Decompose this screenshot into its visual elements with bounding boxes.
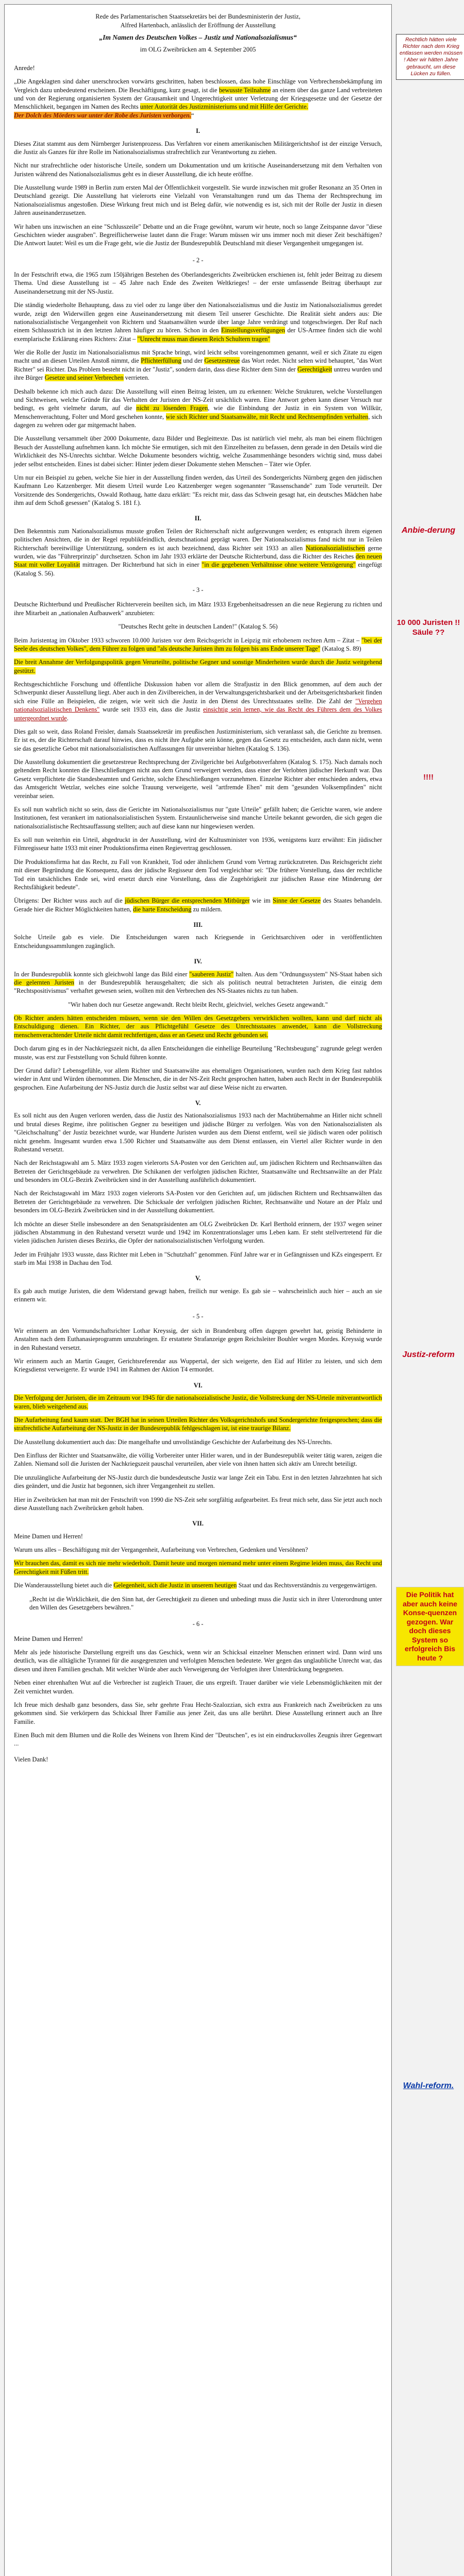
- document-header: [14, 12, 382, 54]
- paragraph: Der Grund dafür? Lebensgefühle, vor allem Richter und Staatsanwälte aus ehemaligen Organisationen, wurden nach dem Krieg fast nahtlos wieder in Amt und Würden übernommen. Die Menschen, die in der NS-Zeit Recht gesprochen hatten, haben auch Recht in der Bundesrepublik gesprochen. Eine Aufarbeitung der NS-Justiz durch die Justiz selbst war auf diese Weise nicht zu erwarten.: [14, 1066, 382, 1091]
- section-II: II.: [194, 515, 202, 522]
- event-date: im OLG Zweibrücken am 4. September 2005: [140, 45, 256, 53]
- margin-note-box: Rechtlich hätten viele Richter nach dem Krieg entlassen werden müssen ! Aber wir hätten Jahre gebraucht, um diese Lücken zu füllen.: [396, 34, 464, 80]
- paragraph: Die Aufarbeitung fand kaum statt. Der BGH hat in seinen Urteilen Richter des Volksgerichtshofs und Sondergerichte freigesprochen; dass die strafrechtliche Aufarbeitung der NS-Justiz in der Bundesrepublik fehlgeschlagen ist, ist eine traurige Bilanz.: [14, 1416, 382, 1432]
- paragraph: Die unzulängliche Aufarbeitung der NS-Justiz durch die bundesdeutsche Justiz war lange Zeit ein Tabu. Erst in den letzten Jahrzehnten hat sich dies geändert, und die Justiz hat begonnen, sich ihrer Vergangenheit zu stellen.: [14, 1473, 382, 1490]
- paragraph: Jeder im Frühjahr 1933 wusste, dass Richter mit Leben in "Schutzhaft" genommen. Fünf Jahre war er in Gefängnissen und KZs eingesperrt. Er starb im Mai 1938 in Dachau den Tod.: [14, 1250, 382, 1267]
- paragraph: Nach der Reichstagswahl am 5. März 1933 zogen vielerorts SA-Posten vor den Gerichten auf, um jüdischen Richtern und Rechtsanwälten das Betreten der Gerichtsgebäude zu verwehren. Die Schikanen der verfolgten jüdischen Richter, Staatsanwälte und Rechtsanwälte an der Pfalz und besonders im OLG-Bezirk Zweibrücken sind in der Ausstellung ausführlich dokumentiert.: [14, 1159, 382, 1184]
- page-number: - 2 -: [192, 256, 204, 264]
- paragraph: Den Einfluss der Richter und Staatsanwälte, die völlig Vorbereiter unter Hitler waren, und in der Bundesrepublik weiter tätig waren, zeigen die Zahlen. Niemand soll die Juristen der Nachkriegszeit pauschal verurteilen, aber viele von ihnen hatten sich aktiv am Unrecht beteiligt.: [14, 1452, 382, 1468]
- speech-document: [4, 4, 392, 2576]
- paragraph: Die ständig wiederholte Behauptung, dass zu viel oder zu lange über den Nationalsozialismus und die Justiz im Nationalsozialismus geredet wurde, zeigt den Widerwillen gegen eine Auseinandersetzung mit diesem Teil unserer Geschichte. Die Realität sieht anders aus: Die nationalsozialistische Vergangenheit von Richtern und Staatsanwälten wurde über lange Jahre verdrängt und totgeschwiegen. Der Ruf nach einem Schlussstrich ist in den letzten Jahren häufiger zu hören. Schon in den Einstellungsverfügungen der US-Armee finden sich die wohl exemplarische Erklärung eines Richters: Zitat – "Unrecht muss man diesem Reich Schultern tragen": [14, 301, 382, 343]
- opening-quote: „Die Angeklagten sind daher unerschrocken vorwärts geschritten, haben beschlossen, dass hohe Einschläge von Verbrechensbekämpfung im Vergleich dazu unbedeutend erscheinen. Die Beschäftigung, kurz gesagt, ist die bewusste Teilnahme an einem über das ganze Land verbreiteten und von der Regierung organisierten System der Grausamkeit und Ungerechtigkeit unter Verletzung der Kriegsgesetze und der Gesetze der Menschlichkeit, begangen im Namen des Rechts unter Autorität des Justizministeriums und mit Hilfe der Gerichte. Der Dolch des Mörders war unter der Robe des Juristen verborgen.“: [14, 78, 382, 119]
- quote: "Deutsches Recht gelte in deutschen Landen!" (Katalog S. 56): [118, 623, 278, 631]
- paragraph: Warum uns alles – Beschäftigung mit der Vergangenheit, Aufarbeitung von Verbrechen, Gedenken und Versöhnen?: [14, 1546, 308, 1554]
- paragraph: Solche Urteile gab es viele. Die Entscheidungen waren nach Kriegsende in Gerichtsarchiven oder in veröffentlichten Entscheidungssammlungen zugänglich.: [14, 934, 382, 950]
- paragraph: Beim Juristentag im Oktober 1933 schworen 10.000 Juristen vor dem Reichsgericht in Leipzig mit erhobenem rechten Arm – Zitat – "bei der Seele des deutschen Volkes", dem Führer zu folgen und "als deutsche Juristen ihm zu folgen bis ans Ende unserer Tage" (Katalog S. 89): [14, 636, 382, 652]
- paragraph: Nicht nur strafrechtliche oder historische Urteile, sondern um Dokumentation und um kritische Auseinandersetzung mit dem Verhalten von Juristen während des Nationalsozialismus geht es in dieser Ausstellung, die ich heute eröffne.: [14, 162, 382, 178]
- paragraph: Es soll nun weiterhin ein Urteil, abgedruckt in der Ausstellung, wird der Kultusminister von 1936, wenigstens kurz erwähnt: Ein jüdischer Filmregisseur hatte 1933 mit einer Produktionsfirma einen Regievertrag geschlossen.: [14, 836, 382, 852]
- paragraph: Die Produktionsfirma hat das Recht, zu Fall von Krankheit, Tod oder ähnlichem Grund vom Vertrag zurückzutreten. Das Reichsgericht zieht mit dieser Begründung die Konsequenz, dass der jüdische Regisseur dem Tod vergleichbar sei: "Die frühere Vorstellung, dass der rechtliche Tod ein tatsächliches Ende sei, wird ersetzt durch eine Vorstellung, dass die Zugehörigkeit zur jüdischen Rasse eine Minderung der Rechtsfähigkeit bedeute".: [14, 858, 382, 891]
- paragraph: Wir erinnern auch an Martin Gauger, Gerichtsreferendar aus Wuppertal, der sich weigerte, den Eid auf Hitler zu leisten, und sich dem Kriegsdienst verweigerte. Er wurde 1941 im Rahmen der Aktion T4 ermordet.: [14, 1358, 382, 1374]
- paragraph: Wir brauchen das, damit es sich nie mehr wiederholt. Damit heute und morgen niemand mehr unter einem Regime leiden muss, das Recht und Gerechtigkeit mit Füßen tritt.: [14, 1560, 382, 1575]
- margin-note-justizreform: Justiz-reform: [402, 1350, 455, 1359]
- paragraph: Um nur ein Beispiel zu geben, welche Sie hier in der Ausstellung finden werden, das Urteil des Sondergerichts Nürnberg gegen den jüdischen Kaufmann Leo Katzenberger. Mit diesem Urteil wurde Leo Katzenberger wegen sogenannter "Rassenschande" zum Tode verurteilt. Der Vorsitzende des Sondergerichts, Oswald Rothaug, hatte dazu erklärt: "Es reicht mir, dass das Schwein gesagt hat, ein deutsches Mädchen habe ihm auf dem Schoß gesessen" (Katalog S. 181 f.).: [14, 473, 382, 507]
- paragraph: Den Bekenntnis zum Nationalsozialismus musste großen Teilen der Richterschaft nicht aufgezwungen werden; es entsprach ihrem eigenen politischen Ansichten, die in der Regel republikfeindlich, deutschnational geprägt waren. Der Nationalsozialismus fand nicht nur in Teilen Richterschaft bereitwillige Unterstützung, sondern es ist auch bezeichnend, dass Richter seit 1933 an allen Nationalsozialistischen gerne wurden, wie das "Führerprinzip" durchsetzen. Schon im Jahr 1933 erklärte der Deutsche Richterbund, dass die Richter des Reiches den neuen Staat mit voller Loyalität mittragen. Der Richterbund hat sich in einer "in die gegebenen Verhältnisse ohne weitere Verzögerung" eingefügt (Katalog S. 56).: [14, 527, 383, 577]
- page-number: - 5 -: [192, 1312, 204, 1320]
- paragraph: Einen Buch mit dem Blumen und die Rolle des Weinens von Ihrem Kind der "Deutschen", es ist ein eindrucksvolles Zeugnis ihrer Gegenwart ...: [14, 1732, 382, 1748]
- paragraph: Meine Damen und Herren!: [14, 1635, 83, 1642]
- margin-note-wahlreform: Wahl-reform.: [403, 2081, 454, 2090]
- section-VI: VI.: [193, 1381, 203, 1389]
- section-V-b: V.: [195, 1275, 201, 1282]
- header-line-1: Rede des Parlamentarischen Staatssekretärs bei der Bundesministerin der Justiz,: [95, 13, 301, 20]
- paragraph: Mehr als jede historische Darstellung ergreift uns das Geschick, wenn wir an Schicksal einzelner Menschen erinnert wird. Dann wird uns deutlich, was die alltägliche Tyrannei für die ausgegrenzten und verfolgten Menschen bedeutete. Wer gegen das unglaubliche Unrecht war, das diesen und ihren Familien geschah. Mit welcher Würde aber auch Verweigerung der Verfolgten ihrer Unterdrückung begegneten.: [14, 1649, 382, 1673]
- quote: "Wir haben doch nur Gesetze angewandt. Recht bleibt Recht, gleichviel, welches Gesetz angewandt.": [68, 1001, 328, 1008]
- exhibition-title: „Im Namen des Deutschen Volkes – Justiz und Nationalsozialismus“: [99, 33, 297, 41]
- quote: „Recht ist die Wirklichkeit, die den Sinn hat, der Gerechtigkeit zu dienen und unbedingt muss die Justiz sich in ihrer Unterordnung unter den Willen des Gesetzgebers bewähren.": [29, 1595, 382, 1611]
- header-line-2: Alfred Hartenbach, anlässlich der Eröffnung der Ausstellung: [120, 22, 276, 29]
- paragraph: In der Bundesrepublik konnte sich gleichwohl lange das Bild einer "sauberen Justiz" halten. Aus dem "Ordnungssystem" NS-Staat haben sich die gelernten Juristen in der Bundesrepublik herausgehalten; die sich als politisch neutral betrachteten Juristen, die einzig dem "Rechtspositivismus" verhaftet gewesen seien, wollten mit den Verbrechen des NS-Staates nichts zu tun haben.: [14, 970, 382, 995]
- paragraph: Die Ausstellung dokumentiert auch das: Die mangelhafte und unvollständige Geschichte der Aufarbeitung des NS-Unrechts.: [14, 1438, 333, 1446]
- margin-note-juristen: 10 000 Juristen !! Säule ??: [396, 618, 460, 637]
- paragraph: Wir erinnern an den Vormundschaftsrichter Lothar Kreyssig, der sich in Brandenburg offen dagegen gewehrt hat, geistig Behinderte in Anstalten nach dem Euthanasieprogramm umzubringen. Er erstattete Strafanzeige gegen Reichsleiter Bouhler wegen Mordes. Kreyssig wurde in den Ruhestand versetzt.: [14, 1327, 382, 1351]
- paragraph: Neben einer ehrenhaften Wut auf die Verbrecher ist zugleich Trauer, die uns ergreift. Trauer darüber wie viele Lebensmöglichkeiten mit der Zeit vernichtet wurden.: [14, 1679, 382, 1695]
- paragraph: Die Wanderausstellung bietet auch die Gelegenheit, sich die Justiz in unserem heutigen Staat und das Rechtsverständnis zu vergegenwärtigen.: [14, 1582, 377, 1589]
- section-III: III.: [193, 921, 203, 929]
- paragraph: Doch darum ging es in der Nachkriegszeit nicht, da allen Entscheidungen die einhellige Beurteilung "Rechtsbeugung" zugrunde gelegt werden musste, was erst zur Feststellung von Schuld führen konnte.: [14, 1045, 382, 1061]
- paragraph: Deshalb bekenne ich mich auch dazu: Die Ausstellung will einen Beitrag leisten, um zu erkennen: Welche Strukturen, welche Vorstellungen und Sichtweisen, welche Gründe für das Verhalten der Juristen der NS-Zeit ursächlich waren. Eine Antwort geben kann dieser Versuch nur bedingt, es geht vielmehr darum, auf die nicht zu lösenden Fragen, wie die Einbindung der Justiz in ein System von Willkür, Menschenverachtung, Folter und Mord geschehen konnte, wie sich Richter und Staatsanwälte, mit Recht und Rechtsempfinden verhalten, sich dagegen zu wehren oder gar mitgemacht haben.: [14, 387, 382, 429]
- page-number: - 6 -: [192, 1620, 204, 1628]
- salutation: Anrede!: [14, 64, 35, 72]
- paragraph: Rechtsgeschichtliche Forschung und öffentliche Diskussion haben vor allem die Strafjustiz in den Blick genommen, auf dem auch der Schwerpunkt dieser Ausstellung liegt. Aber auch in den Zivilbereichen, in der Verwaltungsgerichtsbarkeit und der Arbeitsgerichtsbarkeit finden sich eine Fülle an Beispielen, die zeigen, wie weit sich die Justiz in den Dienst des Unrechtsstaates stellte. Die Zahl der "Vergehen nationalsozialistischen Denkens" wurde seit 1933 ein, dass die Justiz einsichtig sein lernen, wie das Recht des Führers dem des Volkes untergeordnet wurde.: [14, 681, 382, 722]
- paragraph: Hier in Zweibrücken hat man mit der Festschrift von 1990 die NS-Zeit sehr sorgfältig aufgearbeitet. Es freut mich sehr, dass Sie jetzt auch noch diese Ausstellung nach Zweibrücken geholt haben.: [14, 1496, 382, 1512]
- paragraph: Die breit Annahme der Verfolgungspolitik gegen Verurteilte, politische Gegner und sonstige Minderheiten wurde durch die Justiz weitgehend gestützt.: [14, 658, 382, 674]
- paragraph: Ich freue mich deshalb ganz besonders, dass Sie, sehr geehrte Frau Hecht-Szalozzian, sich extra aus Frankreich nach Zweibrücken zu uns gekommen sind. Sie verkörpern das Schicksal Ihrer Familie aus jener Zeit, das uns alle berührt. Diese Ausstellung erinnert auch an Ihre Familie.: [14, 1701, 382, 1725]
- paragraph: Es gab auch mutige Juristen, die dem Widerstand gewagt haben, freilich nur wenige. Es gab sie – wahrscheinlich auch hier – auch an sie erinnern wir.: [14, 1287, 382, 1303]
- paragraph: Nach der Reichstagswahl im März 1933 zogen vielerorts SA-Posten vor den Gerichten auf, um jüdischen Richtern und Rechtsanwälten das Betreten der Gerichtsgebäude zu verwehren. Die Schicksale der verfolgten jüdischen Richter, Rechtsanwälte und Notare an der Pfalz und besonders im OLG-Bezirk Zweibrücken sind in der Ausstellung dokumentiert.: [14, 1190, 382, 1214]
- paragraph: Dieses Zitat stammt aus dem Nürnberger Juristenprozess. Das Verfahren vor einem amerikanischen Militärgerichtshof ist der einzige Versuch, die Justiz als Ganzes für ihre Rolle im Nationalsozialismus strafrechtlich zur Verantwortung zu ziehen.: [14, 140, 382, 156]
- paragraph: Ob Richter anders hätten entscheiden müssen, wenn sie den Willen des Gesetzgebers verwirklichen wollten, kann und darf nicht als Entschuldigung dienen. Ein Richter, der aus Pflichtgefühl Gesetze des Unrechtsstaates anwendet, kann die Vollstreckung menschenverachtender Urteile nicht damit rechtfertigen, dass er an Gesetz und Recht gebunden sei.: [14, 1014, 382, 1039]
- paragraph: Die Verfolgung der Juristen, die im Zeitraum vor 1945 für die nationalsozialistische Justiz, die Vollstreckung der NS-Urteile mitverantwortlich waren, blieb weitgehend aus.: [14, 1394, 382, 1410]
- paragraph: Die Ausstellung versammelt über 2000 Dokumente, dazu Bilder und Begleittexte. Das ist natürlich viel mehr, als man bei einem flüchtigen Besuch der Ausstellung aufnehmen kann. Ich möchte Sie ermutigen, sich mit den Einzelheiten zu befassen, denn gerade in den Details wird die Wirklichkeit des NS-Unrechts sichtbar. Welche Dokumente besonders wichtig, welche Zusammenhänge besonders wichtig sind, muss dabei jeder selbst entscheiden. Eines ist dabei sicher: Hinter jedem dieser Dokumente stehen Menschen – Täter wie Opfer.: [14, 435, 382, 468]
- margin-note-exclamation: !!!!: [423, 773, 434, 782]
- section-I: I.: [196, 127, 200, 135]
- paragraph: In der Festschrift etwa, die 1965 zum 150jährigen Bestehen des Oberlandesgerichts Zweibrücken erschienen ist, fehlt jeder Beitrag zu diesem Thema. Und diese Ausstellung ist – 45 Jahre nach Ende des Zweiten Weltkrieges! – der erste umfassende Beitrag überhaupt zur Auseinandersetzung mit der NS-Justiz.: [14, 271, 382, 295]
- paragraph: Wir haben uns inzwischen an eine "Schlusszeile" Debatte und an die Frage gewöhnt, warum wir heute, noch so lange Zeitspanne davor "diese Geschichten wieder ausgraben". Begreiflicherweise lautet dann die Frage: Warum müssen wir uns immer noch mit dieser Zeit beschäftigen? Die Antwort lautet: Weil es um die Frage geht, wie die Justiz der Bundesrepublik Deutschland mit dieser Vergangenheit umgegangen ist.: [14, 223, 382, 247]
- paragraph: Es soll nicht aus den Augen verloren werden, dass die Justiz des Nationalsozialismus 1933 nach der Machtübernahme an Hitler nicht schnell und brutal dieses Regime, ihre politischen Gegner zu beseitigen und jüdische Bürger zu verfolgen. Was von den Nationalsozialisten als "Gleichschaltung" der Justiz bezeichnet wurde, war Hunderte Juristen wurden aus dem Dienst entfernt, weil sie jüdisch waren oder politisch nicht genehm. Insgesamt wurden etwa 1.500 Richter und Staatsanwälte aus dem Dienst entlassen, ein Viertel aller Richter wurde in den Ruhestand versetzt.: [14, 1112, 382, 1153]
- page-number: - 3 -: [192, 586, 204, 594]
- paragraph: Es soll nun wahrlich nicht so sein, dass die Gerichte im Nationalsozialismus nur "gute Urteile" gefällt haben; die Gerichte waren, wie andere Institutionen, fest verankert im nationalsozialistischen System. Erstaunlicherweise sind manche Urteile bekannt geworden, die sich gegen die nationalsozialistische Rechtsauffassung stellten; auch auf diese kann nur hingewiesen werden.: [14, 805, 382, 830]
- margin-note-anbiederung: Anbie-derung: [402, 526, 455, 535]
- margin-note-politik: Die Politik hat aber auch keine Konse-quenzen gezogen. War doch dieses System so erfolgreich Bis heute ?: [396, 1587, 464, 1666]
- paragraph: Ich möchte an dieser Stelle insbesondere an den Senatspräsidenten am OLG Zweibrücken Dr. Karl Berthold erinnern, der 1937 wegen seiner jüdischen Abstammung in den Ruhestand versetzt wurde und 1942 im Konzentrationslager ums Leben kam. Er steht stellvertretend für die vielen jüdischen Juristen dieses Bezirks, die Opfer der nationalsozialistischen Verfolgung wurden.: [14, 1220, 382, 1245]
- closing: Vielen Dank!: [14, 1755, 48, 1763]
- section-VII: VII.: [192, 1520, 204, 1528]
- paragraph: Die Ausstellung wurde 1989 in Berlin zum ersten Mal der Öffentlichkeit vorgestellt. Sie wurde inzwischen mit großer Resonanz an 35 Orten in Deutschland gezeigt. Die Ausstellung hat vielerorts eine Vielzahl von Veranstaltungen rund um das Thema der Rechtsprechung im Nationalsozialismus angestoßen. Diese Wirkung freut mich und ist Beleg dafür, wie notwendig es ist, sich mit der Rolle der Justiz in diesen Jahren auseinanderzusetzen.: [14, 184, 382, 217]
- paragraph: Wer die Rolle der Justiz im Nationalsozialismus mit Sprache bringt, wird leicht selbst voreingenommen genannt, weil er sich Zitate zu eigen macht und an diesen Urteilen Anstoß nimmt, die Pflichterfüllung und der Gesetzestreue das Wort redet. Nicht selten wird behauptet, "das Wort Richter" sei Richter. Das Problem besteht nicht in der "Justiz", sondern darin, dass diese Richter dem Sinn der Gerechtigkeit untreu wurden und ihre Bürger Gesetze und seiner Verbrechen verrieten.: [14, 349, 382, 382]
- section-IV: IV.: [194, 958, 202, 965]
- paragraph: Dies galt so weit, dass Roland Freisler, damals Staatssekretär im preußischen Justizministerium, sich veranlasst sah, die Gerichte zu bremsen. Er ist es, der die Richterschaft darauf hinwies, dass es nicht ihre Aufgabe sein könne, gegen das Gesetz zu entscheiden, auch dann nicht, wenn sie das gesetzliche Gebot mit nationalsozialistischen Auffassungen für unvereinbar hielten (Katalog S. 136).: [14, 727, 382, 752]
- paragraph: Die Ausstellung dokumentiert die gesetzestreue Rechtsprechung der Zivilgerichte bei Aufgebotsverfahren (Katalog S. 175). Nach damals noch geltendem Recht konnten die Eheschließungen nicht aus dem Grund verweigert werden, dass einer der Verlobten jüdischer Herkunft war. Das Gesetz verpflichtete die Standesbeamten und Gerichte, solche Eheschließungen vorzunehmen. Einzelne Richter aber entschieden anders, etwa das Amtsgericht Wetzlar, welches eine solche Trauung verweigerte, weil "artfremde Ehen" mit dem "gesunden Volksempfinden" nicht vereinbar seien.: [14, 758, 382, 800]
- section-V: V.: [195, 1099, 201, 1107]
- paragraph: Deutsche Richterbund und Preußischer Richterverein beeilten sich, im März 1933 Ergebenheitsadressen an die neue Regierung zu richten und ihre Mitarbeit an „nationalen Aufbauwerk" anzubieten:: [14, 601, 382, 617]
- paragraph: Meine Damen und Herren!: [14, 1532, 83, 1540]
- paragraph: Übrigens: Der Richter wuss auch auf die jüdischen Bürger die entsprechenden Mitbürger wie im Sinne der Gesetze des Staates behandeln. Gerade hier die Richter Möglichkeiten hatten, die harte Entscheidung zu mildern.: [14, 897, 382, 913]
